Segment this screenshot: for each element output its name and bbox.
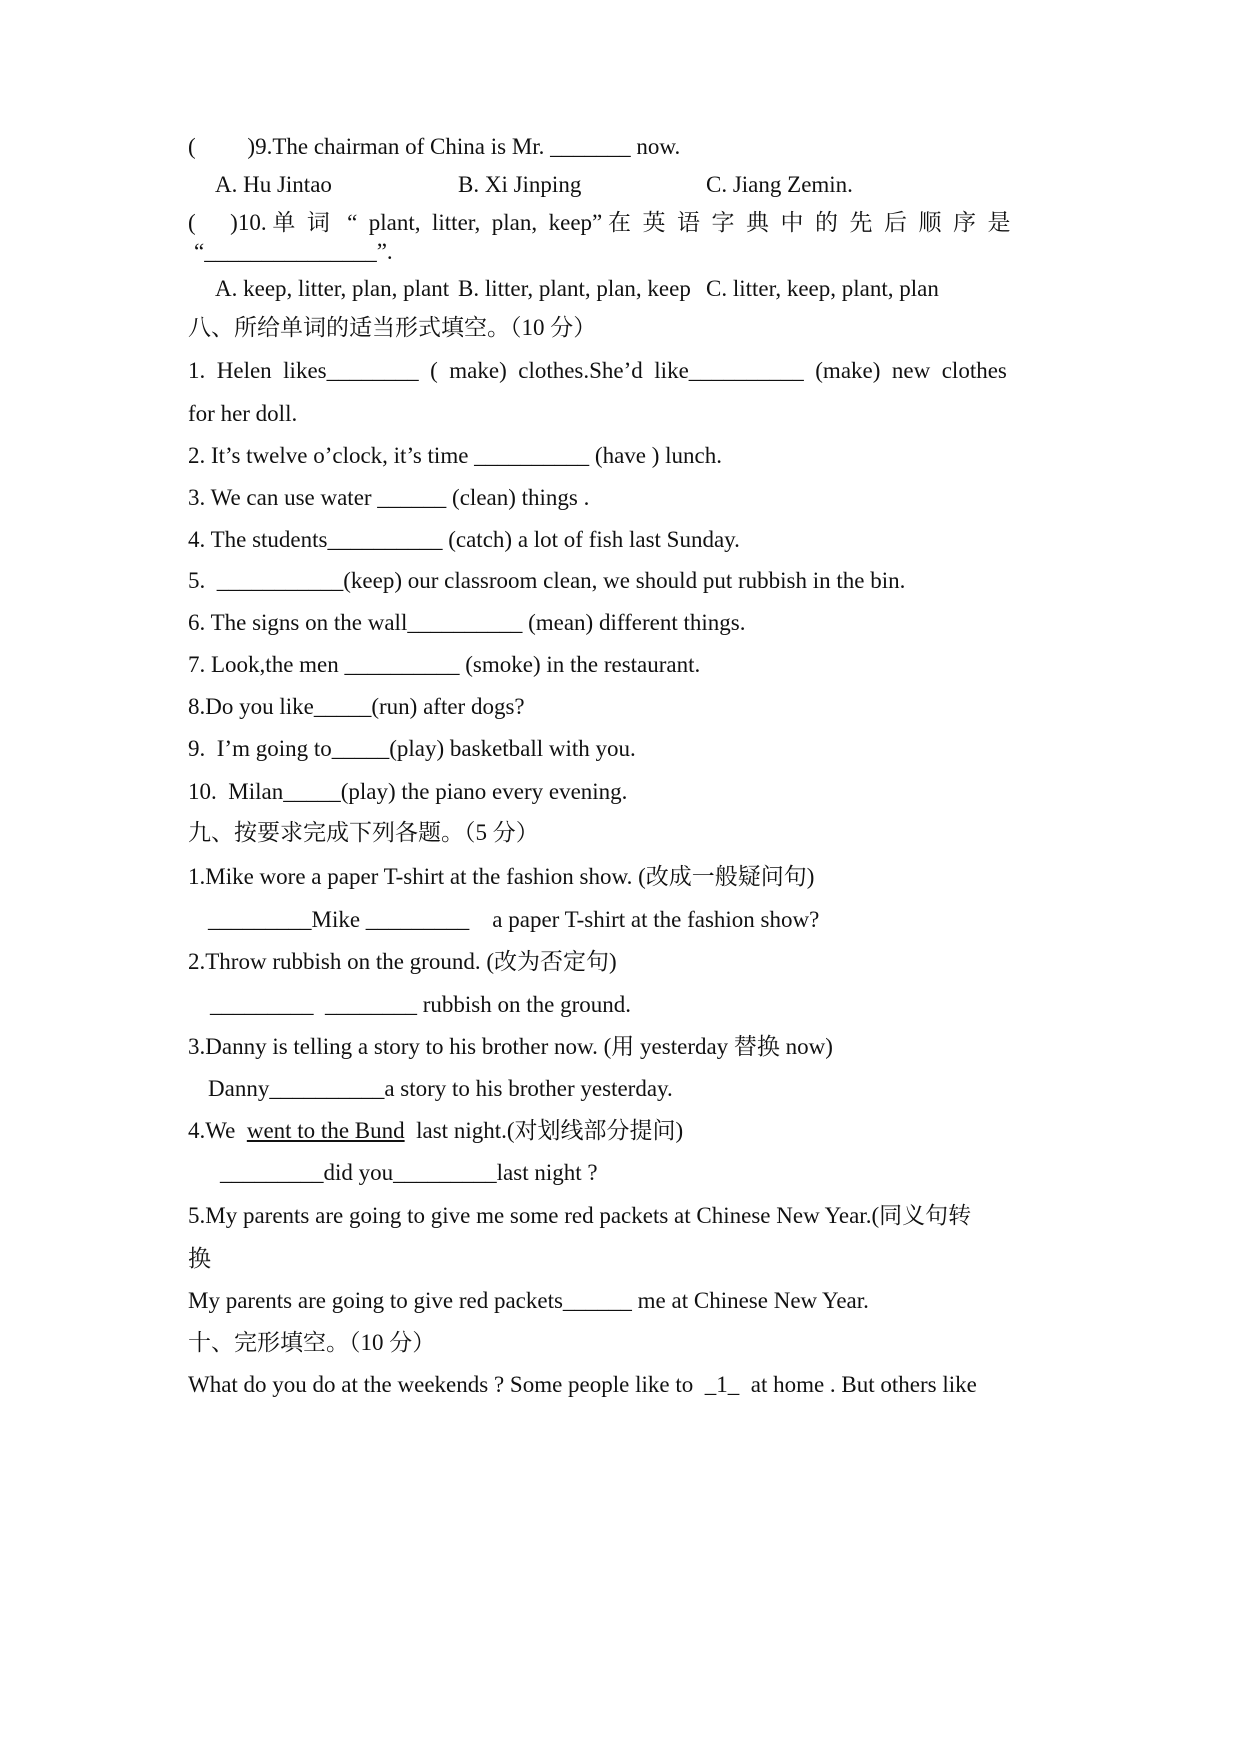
section-9-answer-2: _________ ________ rubbish on the ground.	[210, 992, 632, 1017]
section-9-heading: 九、按要求完成下列各题。（5 分）	[188, 820, 539, 845]
question-9-option-c: C. Jiang Zemin.	[706, 172, 853, 197]
section-9-question-5-continued: 换	[188, 1246, 211, 1271]
passage-text-start: What do you do at the weekends ? Some people like to	[188, 1372, 705, 1397]
section-9-answer-3: Danny__________a story to his brother yesterday.	[208, 1076, 673, 1101]
section-8-item: 9. I’m going to_____(play) basketball with you.	[188, 736, 636, 761]
section-8-item: 7. Look,the men __________ (smoke) in the restaurant.	[188, 652, 701, 677]
section-8-item: 1. Helen likes________ ( make) clothes.She’d like__________ (make) new clothes	[188, 358, 1007, 383]
section-8-item: 2. It’s twelve o’clock, it’s time __________ (have ) lunch.	[188, 443, 722, 468]
section-10-passage	[188, 1370, 977, 1400]
section-9-question-5: 5.My parents are going to give me some red packets at Chinese New Year.(同义句转	[188, 1203, 972, 1228]
section-8-item: for her doll.	[188, 401, 298, 426]
question-10-option-b: B. litter, plant, plan, keep	[458, 276, 691, 301]
section-9-question-1: 1.Mike wore a paper T-shirt at the fashion show. (改成一般疑问句)	[188, 864, 815, 889]
section-9-question-2: 2.Throw rubbish on the ground. (改为否定句)	[188, 949, 617, 974]
section-9-answer-4: _________did you_________last night ?	[220, 1160, 598, 1185]
passage-text-end: at home . But others like	[739, 1372, 977, 1397]
section-10-heading: 十、完形填空。（10 分）	[188, 1330, 436, 1355]
section-8-item: 6. The signs on the wall__________ (mean) different things.	[188, 610, 746, 635]
section-8-item: 4. The students__________ (catch) a lot of fish last Sunday.	[188, 527, 740, 552]
section-9-question-3: 3.Danny is telling a story to his brother now. (用 yesterday 替换 now)	[188, 1034, 833, 1059]
section-8-item: 10. Milan_____(play) the piano every evening.	[188, 779, 628, 804]
question-9-option-b: B. Xi Jinping	[458, 172, 582, 197]
question-10-stem: ( )10. 单 词 “ plant, litter, plan, keep” 在 英 语 字 典 中 的 先 后 顺 序 是	[188, 210, 1011, 235]
question-10-stem-continued: “_______________”.	[194, 239, 393, 264]
question-4-prefix: 4.We	[188, 1118, 247, 1143]
section-9-answer-1: _________Mike _________ a paper T-shirt at the fashion show?	[208, 907, 820, 932]
exam-page	[188, 0, 1058, 1754]
question-9-stem: ( )9.The chairman of China is Mr. _______ now.	[188, 134, 681, 159]
section-8-item: 8.Do you like_____(run) after dogs?	[188, 694, 525, 719]
section-8-item: 5. ___________(keep) our classroom clean, we should put rubbish in the bin.	[188, 568, 906, 593]
question-4-underlined-phrase: went to the Bund	[246, 1118, 405, 1143]
question-9-option-a: A. Hu Jintao	[215, 172, 332, 197]
section-9-answer-5: My parents are going to give red packets______ me at Chinese New Year.	[188, 1288, 869, 1313]
question-4-suffix: last night.(对划线部分提问)	[404, 1118, 684, 1143]
section-9-question-4	[188, 1116, 683, 1146]
section-8-item: 3. We can use water ______ (clean) things .	[188, 485, 590, 510]
section-8-heading: 八、所给单词的适当形式填空。（10 分）	[188, 315, 597, 340]
question-10-option-c: C. litter, keep, plant, plan	[706, 276, 939, 301]
passage-blank-1: _1_	[704, 1372, 740, 1397]
question-10-option-a: A. keep, litter, plan, plant	[215, 276, 450, 301]
